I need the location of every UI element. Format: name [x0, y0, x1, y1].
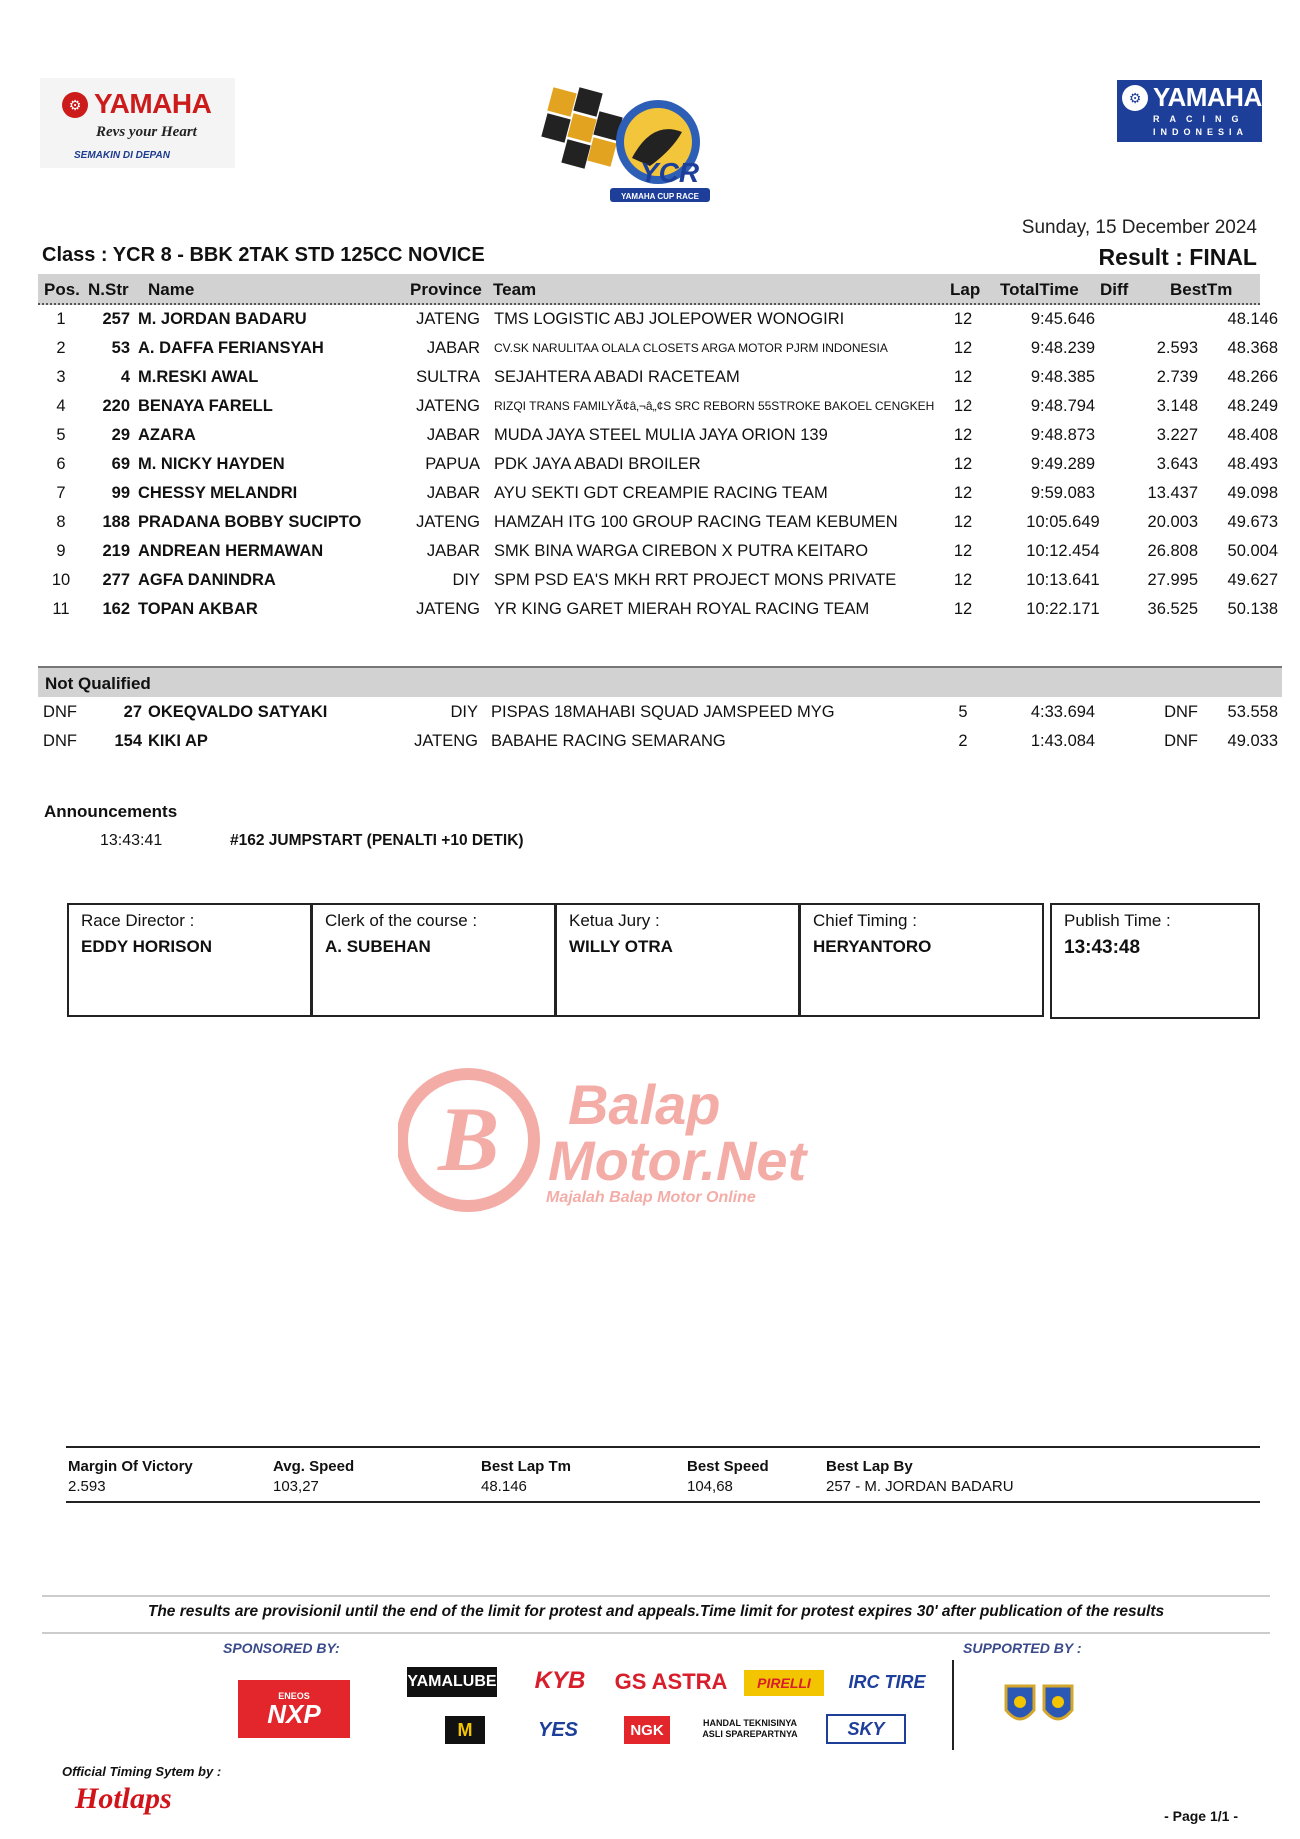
cell-besttm: 49.673: [1227, 513, 1278, 531]
cell-province: SULTRA: [416, 368, 480, 386]
cell-pos: 7: [56, 484, 66, 502]
pirelli-logo: PIRELLI: [744, 1670, 824, 1696]
ngk-logo: NGK: [624, 1716, 670, 1744]
cell-nstr: 69: [111, 455, 130, 473]
table-row: [38, 305, 1278, 334]
cell-nstr: 277: [102, 571, 130, 589]
yamaha-logo: [40, 78, 235, 168]
cell-totaltime: 9:48.794: [1030, 397, 1096, 415]
jury-box: [555, 903, 800, 1017]
handal-logo: HANDAL TEKNISINYA ASLI SPAREPARTNYA: [702, 1718, 798, 1739]
cell-name: A. DAFFA FERIANSYAH: [138, 339, 324, 357]
cell-pos: 11: [52, 600, 70, 618]
nxp-text: NXP: [267, 1698, 321, 1729]
cell-lap: 12: [953, 484, 973, 502]
disclaimer-divider-bottom: [42, 1632, 1270, 1634]
cell-province: DIY: [450, 703, 478, 721]
cell-pos: 3: [56, 368, 66, 386]
cell-province: JABAR: [426, 339, 480, 357]
cell-besttm: 48.146: [1227, 310, 1278, 328]
cell-team: SEJAHTERA ABADI RACETEAM: [494, 368, 740, 386]
col-team: Team: [493, 280, 537, 299]
sponsored-by-label: SPONSORED BY:: [223, 1640, 340, 1656]
cell-team: BABAHE RACING SEMARANG: [491, 732, 726, 750]
cell-lap: 12: [953, 397, 973, 415]
racing-line2: RACING: [1153, 114, 1249, 124]
cell-lap: 12: [953, 513, 973, 531]
cell-diff: 2.739: [1156, 368, 1198, 386]
yamalube-logo: YAMALUBE: [407, 1667, 497, 1697]
cell-province: PAPUA: [425, 455, 480, 473]
hotlaps-logo: Hotlaps: [75, 1782, 172, 1815]
cell-totaltime: 9:59.083: [1030, 484, 1096, 502]
clerk-box: [311, 903, 556, 1017]
m-logo: M: [445, 1716, 485, 1744]
summary-divider-top: [66, 1446, 1260, 1448]
table-row: [38, 392, 1278, 421]
yamaha-tagline: Revs your Heart: [96, 124, 197, 140]
cell-team: CV.SK NARULITAA OLALA CLOSETS ARGA MOTOR PJRM INDONESIA: [494, 341, 888, 355]
cell-team: YR KING GARET MIERAH ROYAL RACING TEAM: [494, 600, 870, 618]
col-name: Name: [148, 280, 195, 299]
sponsor-divider: [952, 1660, 954, 1750]
cell-besttm: 49.098: [1227, 484, 1278, 502]
cell-pos: 1: [56, 310, 66, 328]
race-director-value: EDDY HORISON: [81, 937, 212, 956]
racing-line3: INDONESIA: [1153, 127, 1249, 137]
gs-astra-logo: GS ASTRA: [614, 1669, 728, 1694]
cell-totaltime: 1:43.084: [1030, 732, 1096, 750]
cell-besttm: 53.558: [1227, 703, 1278, 721]
yamaha-emblem-icon: ⚙: [62, 92, 88, 118]
race-director-box: [67, 903, 312, 1017]
cell-team: PDK JAYA ABADI BROILER: [494, 455, 701, 473]
yes-logo: YES: [537, 1718, 579, 1741]
jury-label: Ketua Jury :: [569, 911, 660, 930]
clerk-label: Clerk of the course :: [325, 911, 478, 930]
cell-name: PRADANA BOBBY SUCIPTO: [138, 513, 362, 531]
cell-nstr: 188: [102, 513, 130, 531]
publish-time-value: 13:43:48: [1064, 937, 1141, 958]
table-row: [38, 334, 1278, 363]
cell-name: CHESSY MELANDRI: [138, 484, 298, 502]
cell-diff: DNF: [1164, 732, 1198, 750]
summary-best-speed-label: Best Speed: [687, 1458, 769, 1475]
cell-diff: DNF: [1164, 703, 1198, 721]
cell-team: SMK BINA WARGA CIREBON X PUTRA KEITARO: [494, 542, 869, 560]
summary-divider-bottom: [66, 1501, 1260, 1503]
cell-nstr: 99: [111, 484, 130, 502]
cell-nstr: 219: [102, 542, 130, 560]
cell-province: JATENG: [416, 397, 480, 415]
supported-by-label: SUPPORTED BY :: [963, 1640, 1082, 1656]
col-province: Province: [410, 280, 482, 299]
cell-lap: 12: [953, 571, 973, 589]
kyb-logo: KYB: [534, 1667, 586, 1694]
summary-best-lap-by: [826, 1458, 1014, 1495]
cell-province: JATENG: [416, 310, 480, 328]
summary-margin-label: Margin Of Victory: [68, 1458, 193, 1475]
cell-province: JABAR: [426, 542, 480, 560]
cell-totaltime: 9:48.873: [1030, 426, 1096, 444]
table-row: [38, 450, 1278, 479]
page-number: - Page 1/1 -: [1164, 1808, 1238, 1824]
cell-lap: 12: [953, 426, 973, 444]
summary-best-lap: [481, 1458, 571, 1495]
chief-timing-value: HERYANTORO: [813, 937, 932, 956]
cell-totaltime: 10:05.649: [1026, 513, 1100, 531]
summary-avg-speed-label: Avg. Speed: [273, 1458, 355, 1475]
cell-diff: 20.003: [1147, 513, 1198, 531]
table-row: [38, 479, 1278, 508]
eneos-nxp-logo: [238, 1680, 350, 1738]
yamaha-racing-logo: [1117, 80, 1262, 142]
jury-value: WILLY OTRA: [569, 937, 673, 956]
cell-lap: 12: [953, 339, 973, 357]
cell-province: JATENG: [416, 600, 480, 618]
cell-besttm: 48.493: [1227, 455, 1278, 473]
col-diff: Diff: [1100, 280, 1129, 299]
cell-lap: 12: [953, 542, 973, 560]
svg-text:B: B: [438, 1088, 500, 1190]
cell-totaltime: 9:48.239: [1030, 339, 1096, 357]
cell-diff: 3.643: [1156, 455, 1198, 473]
col-besttm: BestTm: [1170, 280, 1233, 299]
cell-totaltime: 9:48.385: [1030, 368, 1096, 386]
table-row: [38, 595, 1278, 624]
watermark-line2: Motor.Net: [548, 1129, 807, 1192]
race-date: Sunday, 15 December 2024: [1021, 217, 1257, 238]
ycr-text: YCR: [640, 157, 700, 188]
summary-avg-speed: [273, 1458, 354, 1495]
cell-name: AGFA DANINDRA: [138, 571, 276, 589]
cell-pos: 6: [56, 455, 66, 473]
cell-diff: 3.148: [1156, 397, 1198, 415]
cell-totaltime: 10:22.171: [1026, 600, 1100, 618]
class-title: Class : YCR 8 - BBK 2TAK STD 125CC NOVICE: [42, 244, 485, 266]
table-row: [38, 508, 1278, 537]
table-row: [38, 566, 1278, 595]
cell-nstr: 162: [102, 600, 130, 618]
disclaimer-divider-top: [42, 1595, 1270, 1597]
summary-best-lap-label: Best Lap Tm: [481, 1458, 572, 1475]
yamaha-brand: YAMAHA: [94, 88, 212, 119]
chief-timing-label: Chief Timing :: [813, 911, 917, 930]
cell-diff: 2.593: [1156, 339, 1198, 357]
cell-lap: 12: [953, 368, 973, 386]
cell-lap: 2: [958, 732, 968, 750]
cell-besttm: 50.138: [1227, 600, 1278, 618]
ycr-logo: [540, 80, 720, 220]
summary-best-speed: [687, 1458, 769, 1495]
summary-best-lap-value: 48.146: [481, 1478, 527, 1495]
summary-margin: [68, 1458, 193, 1495]
sky-logo: SKY: [826, 1714, 906, 1744]
cell-pos: 8: [56, 513, 66, 531]
yamaha-racing-emblem-icon: ⚙: [1122, 85, 1148, 111]
eneos-text: ENEOS: [278, 1690, 310, 1701]
cell-besttm: 49.627: [1227, 571, 1278, 589]
cell-name: M. JORDAN BADARU: [138, 310, 307, 328]
cell-pos: DNF: [43, 732, 77, 750]
announcement-text: #162 JUMPSTART (PENALTI +10 DETIK): [230, 832, 524, 849]
col-lap: Lap: [950, 280, 981, 299]
cell-pos: 4: [56, 397, 66, 415]
cell-besttm: 48.368: [1227, 339, 1278, 357]
cell-totaltime: 4:33.694: [1030, 703, 1096, 721]
cell-nstr: 154: [114, 732, 142, 750]
cell-totaltime: 10:12.454: [1026, 542, 1100, 560]
cell-pos: 10: [51, 571, 71, 589]
cell-totaltime: 9:45.646: [1030, 310, 1096, 328]
table-row: [38, 421, 1278, 450]
ycr-subtext: YAMAHA CUP RACE: [621, 192, 699, 201]
col-totaltime: TotalTime: [1000, 280, 1079, 299]
cell-name: BENAYA FARELL: [138, 397, 273, 415]
cell-team: AYU SEKTI GDT CREAMPIE RACING TEAM: [494, 484, 828, 502]
cell-diff: 26.808: [1147, 542, 1198, 560]
summary-best-lap-by-value: 257 - M. JORDAN BADARU: [826, 1478, 1014, 1495]
cell-team: MUDA JAYA STEEL MULIA JAYA ORION 139: [494, 426, 828, 444]
supporter-emblems: [1000, 1682, 1080, 1730]
official-timing-label: Official Timing Sytem by :: [62, 1764, 222, 1779]
cell-name: ANDREAN HERMAWAN: [138, 542, 324, 560]
cell-team: RIZQI TRANS FAMILYÃ¢â‚¬â„¢S SRC REBORN 55STROKE BAKOEL CENGKEH: [494, 399, 935, 413]
announcements-title: Announcements: [44, 802, 178, 821]
summary-margin-value: 2.593: [68, 1478, 106, 1495]
racing-brand: YAMAHA: [1153, 82, 1262, 112]
cell-nstr: 29: [111, 426, 130, 444]
table-row: [38, 363, 1278, 392]
cell-province: JATENG: [416, 513, 480, 531]
results-header: [38, 274, 1260, 305]
irc-tire-logo: IRC TIRE: [848, 1671, 926, 1692]
cell-province: JABAR: [426, 484, 480, 502]
disclaimer: The results are provisionil until the end of the limit for protest and appeals.Time limit for protest expires 30' after publication of the results: [147, 1603, 1165, 1620]
cell-province: JATENG: [414, 732, 478, 750]
cell-diff: 36.525: [1147, 600, 1198, 618]
table-row: [38, 727, 1278, 756]
summary-best-lap-by-label: Best Lap By: [826, 1458, 913, 1475]
cell-besttm: 49.033: [1227, 732, 1278, 750]
cell-lap: 12: [953, 310, 973, 328]
result-status: Result : FINAL: [1098, 244, 1257, 270]
cell-lap: 12: [953, 455, 973, 473]
cell-diff: 3.227: [1156, 426, 1198, 444]
table-row: [38, 698, 1278, 727]
watermark-line1: Balap: [568, 1073, 721, 1136]
cell-team: PISPAS 18MAHABI SQUAD JAMSPEED MYG: [491, 703, 835, 721]
table-row: [38, 537, 1278, 566]
cell-besttm: 50.004: [1227, 542, 1278, 560]
cell-name: KIKI AP: [148, 732, 208, 750]
publish-time-box: [1050, 903, 1260, 1019]
cell-team: TMS LOGISTIC ABJ JOLEPOWER WONOGIRI: [494, 310, 845, 328]
cell-totaltime: 10:13.641: [1026, 571, 1100, 589]
cell-besttm: 48.266: [1227, 368, 1278, 386]
cell-pos: DNF: [43, 703, 77, 721]
cell-totaltime: 9:49.289: [1030, 455, 1096, 473]
not-qualified-header: Not Qualified: [38, 666, 1282, 697]
balapmotor-watermark: [398, 1062, 918, 1212]
cell-nstr: 53: [111, 339, 130, 357]
cell-nstr: 27: [123, 703, 142, 721]
announcement-time: 13:43:41: [100, 832, 163, 849]
clerk-value: A. SUBEHAN: [325, 937, 431, 956]
chief-timing-box: [799, 903, 1044, 1017]
summary-avg-speed-value: 103,27: [273, 1478, 319, 1495]
cell-diff: 27.995: [1147, 571, 1198, 589]
cell-province: DIY: [452, 571, 480, 589]
cell-name: AZARA: [138, 426, 196, 444]
cell-pos: 9: [56, 542, 66, 560]
publish-time-label: Publish Time :: [1064, 911, 1171, 930]
cell-team: SPM PSD EA'S MKH RRT PROJECT MONS PRIVATE: [494, 571, 897, 589]
cell-name: M.RESKI AWAL: [138, 368, 259, 386]
cell-province: JABAR: [426, 426, 480, 444]
cell-name: M. NICKY HAYDEN: [138, 455, 285, 473]
watermark-tagline: Majalah Balap Motor Online: [546, 1189, 756, 1206]
col-nstr: N.Str: [88, 280, 129, 299]
yamaha-sub: SEMAKIN DI DEPAN: [74, 150, 170, 161]
cell-pos: 2: [56, 339, 66, 357]
cell-diff: 13.437: [1147, 484, 1198, 502]
cell-lap: 12: [953, 600, 973, 618]
cell-name: OKEQVALDO SATYAKI: [148, 703, 328, 721]
cell-lap: 5: [958, 703, 968, 721]
cell-besttm: 48.408: [1227, 426, 1278, 444]
race-director-label: Race Director :: [81, 911, 195, 930]
cell-nstr: 4: [120, 368, 130, 386]
cell-nstr: 220: [102, 397, 130, 415]
cell-name: TOPAN AKBAR: [138, 600, 258, 618]
cell-nstr: 257: [102, 310, 130, 328]
cell-besttm: 48.249: [1227, 397, 1278, 415]
cell-pos: 5: [56, 426, 66, 444]
summary-best-speed-value: 104,68: [687, 1478, 733, 1495]
col-pos: Pos.: [44, 280, 80, 299]
cell-team: HAMZAH ITG 100 GROUP RACING TEAM KEBUMEN: [494, 513, 898, 531]
